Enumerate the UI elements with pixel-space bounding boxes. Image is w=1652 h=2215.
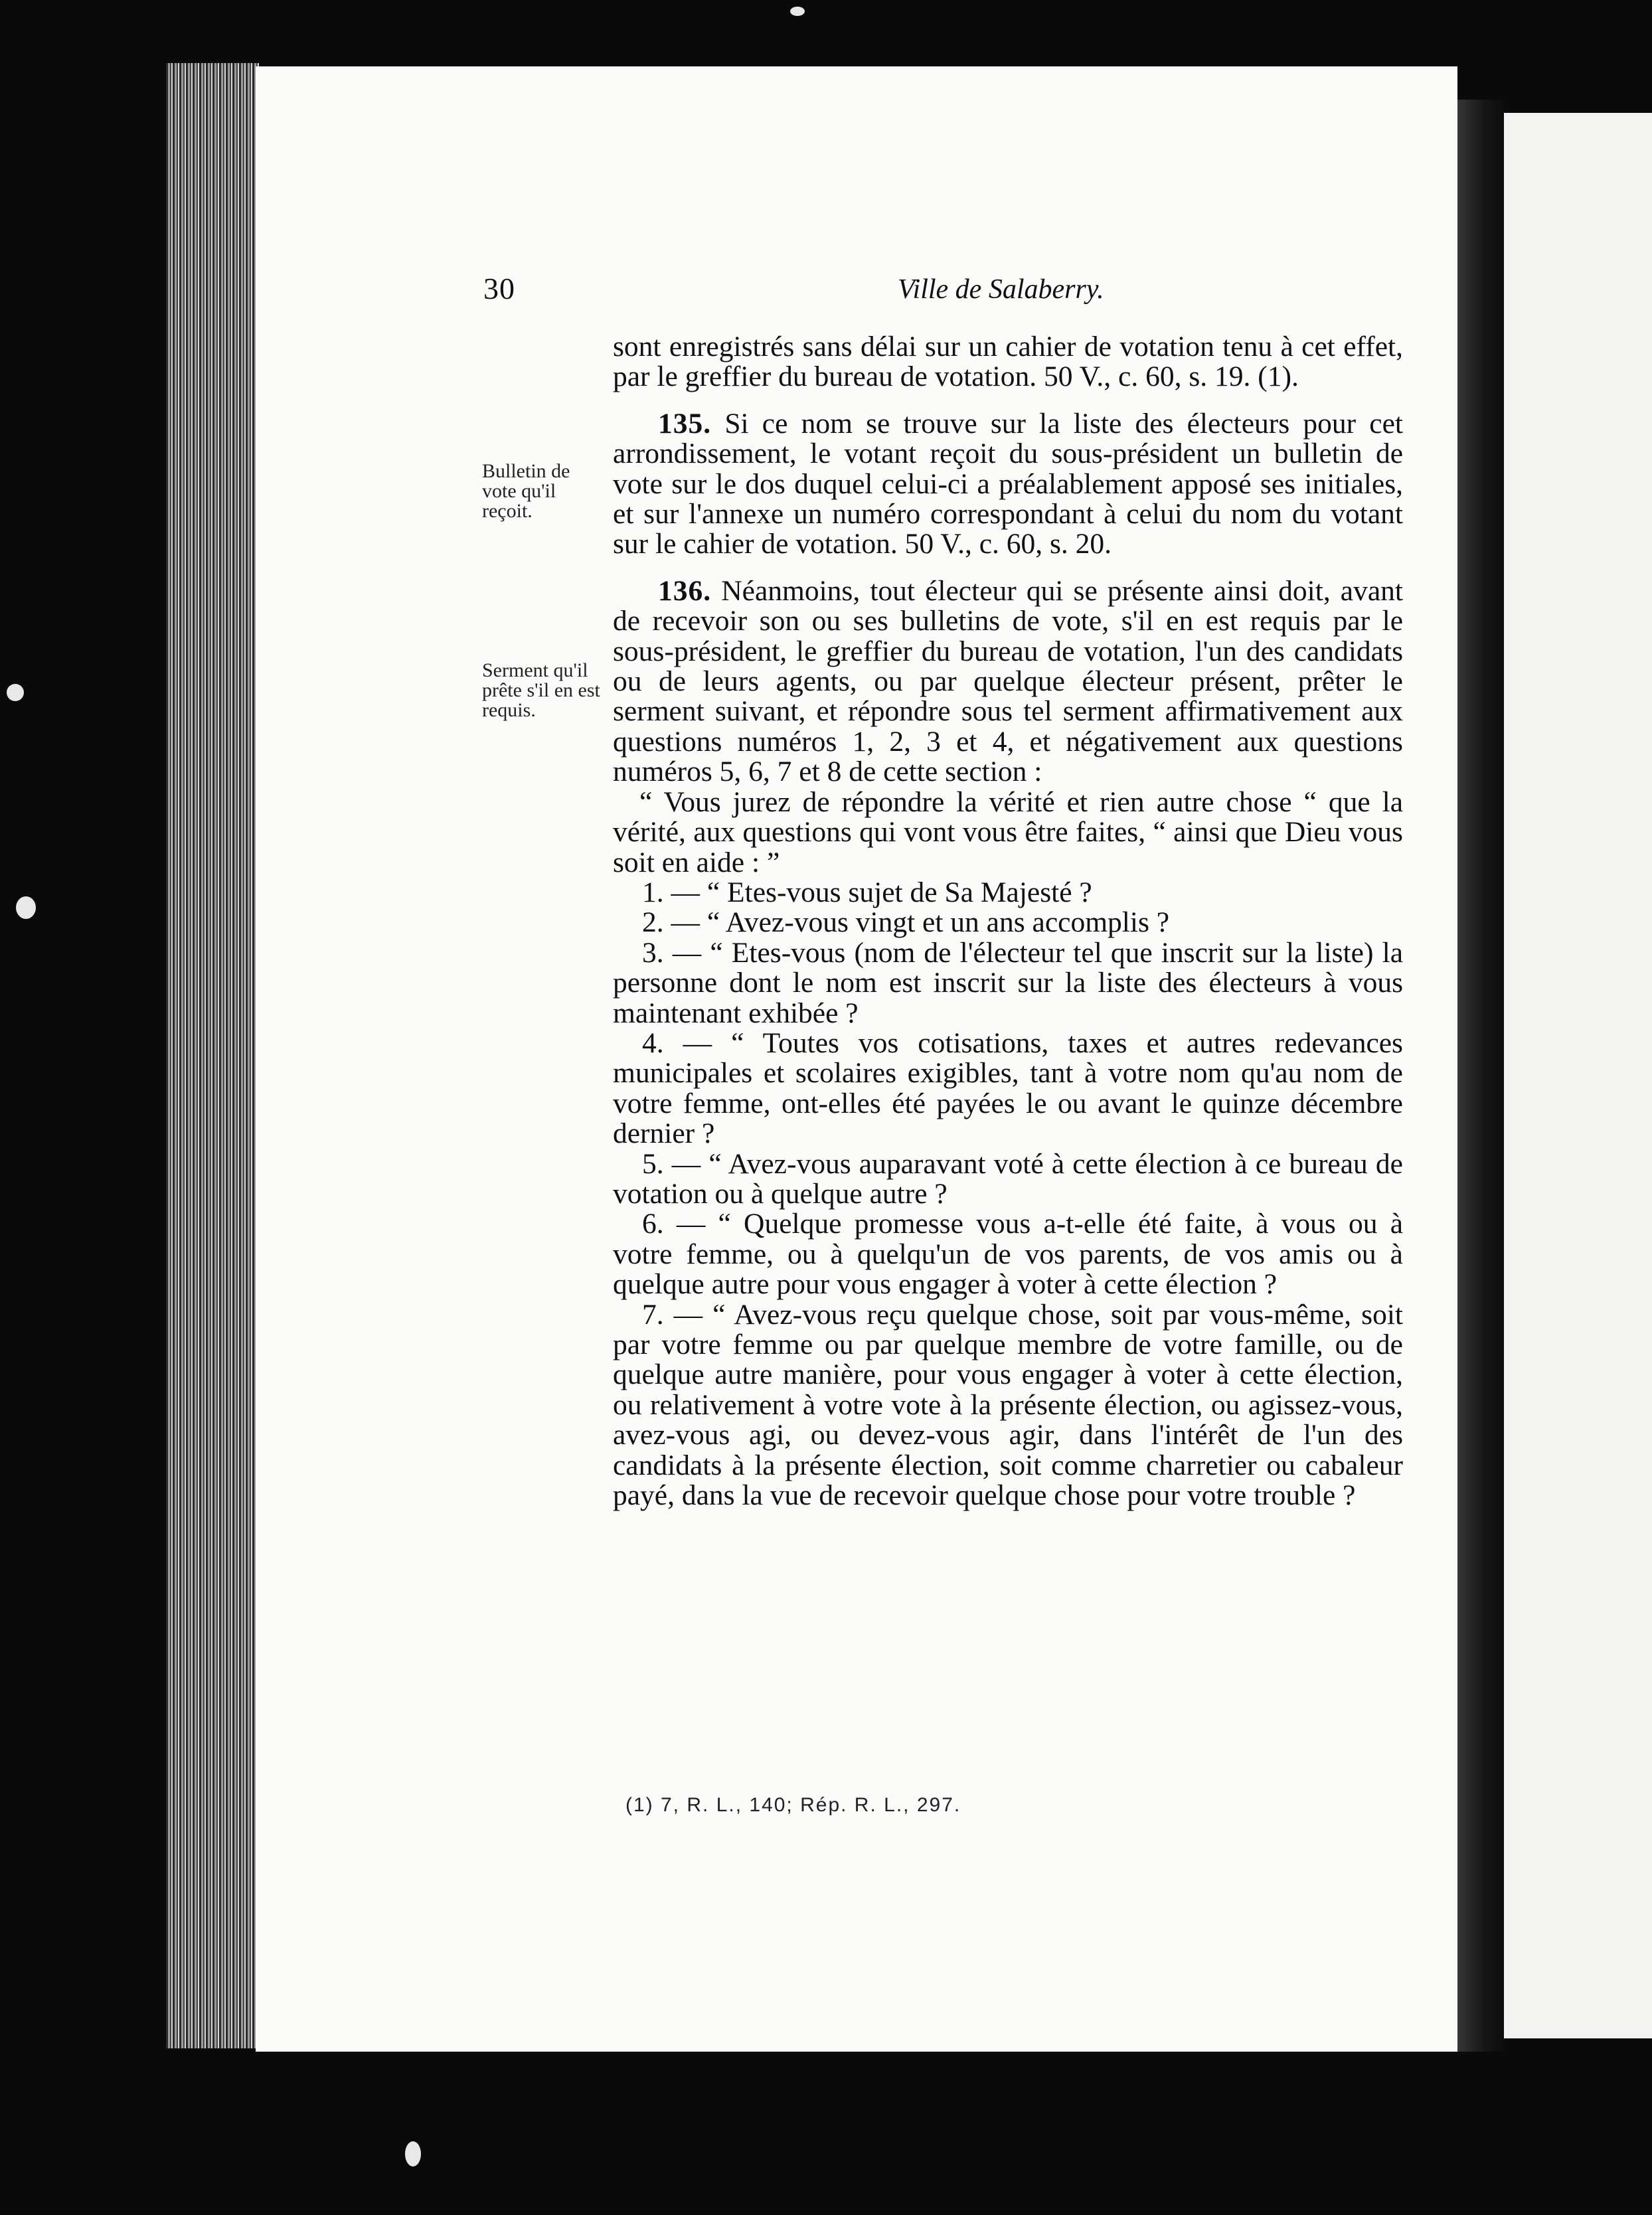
footnote: (1) 7, R. L., 140; Rép. R. L., 297.	[625, 1794, 961, 1816]
question-item: 7. — “ Avez-vous reçu quelque chose, soit par vous-même, soit par votre femme ou par quelque membre de votre famille, ou de quelque autre manière, pour vous engager à voter à cette élection, ou relativement à votre vote à la présente élection, ou agissez-vous, avez-vous agi, ou devez-vous agir, dans l'intérêt de l'un des candidats à la présente élection, soit comme charretier ou cabaleur payé, dans la vue de recevoir quelque chose pour votre trouble ?	[613, 1298, 1403, 1512]
oath-text: “ Vous jurez de répondre la vérité et rien autre chose “ que la vérité, aux questions qui vont vous être faites, “ ainsi que Dieu vous soit en aide : ”	[613, 785, 1403, 878]
question-item: 6. — “ Quelque promesse vous a-t-elle été faite, à vous ou à votre femme, ou à quelqu'un de vos parents, de vos amis ou à quelque autre pour vous engager à voter à cette élection ?	[613, 1208, 1403, 1301]
section-number: 135.	[658, 407, 712, 440]
body-text	[613, 332, 1403, 1511]
section-135	[613, 409, 1403, 560]
section-136	[613, 576, 1403, 787]
scan-speck	[16, 896, 36, 919]
question-item: 4. — “ Toutes vos cotisations, taxes et autres redevances municipales et scolaires exigibles, tant à votre nom qu'au nom de votre femme, ont-elles été payées le ou avant le quinze décembre dernier ?	[613, 1026, 1403, 1150]
scan-speck	[7, 684, 24, 701]
section-text: Si ce nom se trouve sur la liste des électeurs pour cet arrondissement, le votant reçoit du sous-président un bulletin de vote sur le dos duquel celui-ci a préalablement apposé ses initiales, et sur l'annexe un numéro correspondant à celui du nom du votant sur le cahier de votation. 50 V., c. 60, s. 20.	[613, 407, 1403, 560]
section-text: Néanmoins, tout électeur qui se présente ainsi doit, avant de recevoir son ou ses bulletins de vote, s'il en est requis par le sous-président, le greffier du bureau de votation, l'un des candidats ou de leurs agents, ou par quelque électeur présent, prêter le serment suivant, et répondre sous tel serment affirmativement aux questions numéros 1, 2, 3 et 4, et négativement aux questions numéros 5, 6, 7 et 8 de cette section :	[613, 574, 1403, 788]
question-item: 1. — “ Etes-vous sujet de Sa Majesté ?	[642, 876, 1092, 908]
intro-paragraph: sont enregistrés sans délai sur un cahier de votation tenu à cet effet, par le greffier du bureau de votation. 50 V., c. 60, s. 19. (1).	[613, 331, 1403, 393]
adjacent-page	[1504, 113, 1652, 2038]
page-gutter-shadow	[1454, 100, 1504, 2052]
margin-note: Serment qu'il prête s'il en est requis.	[482, 659, 600, 721]
margin-note: Bulletin de vote qu'il reçoit.	[482, 460, 570, 522]
section-number: 136.	[658, 574, 712, 607]
book-spine	[166, 63, 259, 2048]
running-head: Ville de Salaberry.	[898, 274, 1104, 305]
scan-speck	[790, 7, 805, 16]
scan-speck	[405, 2141, 421, 2167]
question-item: 3. — “ Etes-vous (nom de l'électeur tel que inscrit sur la liste) la personne dont le nom est inscrit sur la liste des électeurs à vous maintenant exhibée ?	[613, 936, 1403, 1029]
question-item: 2. — “ Avez-vous vingt et un ans accomplis ?	[642, 906, 1170, 939]
question-item: 5. — “ Avez-vous auparavant voté à cette élection à ce bureau de votation ou à quelque autre ?	[613, 1147, 1403, 1210]
page-number: 30	[483, 272, 515, 305]
